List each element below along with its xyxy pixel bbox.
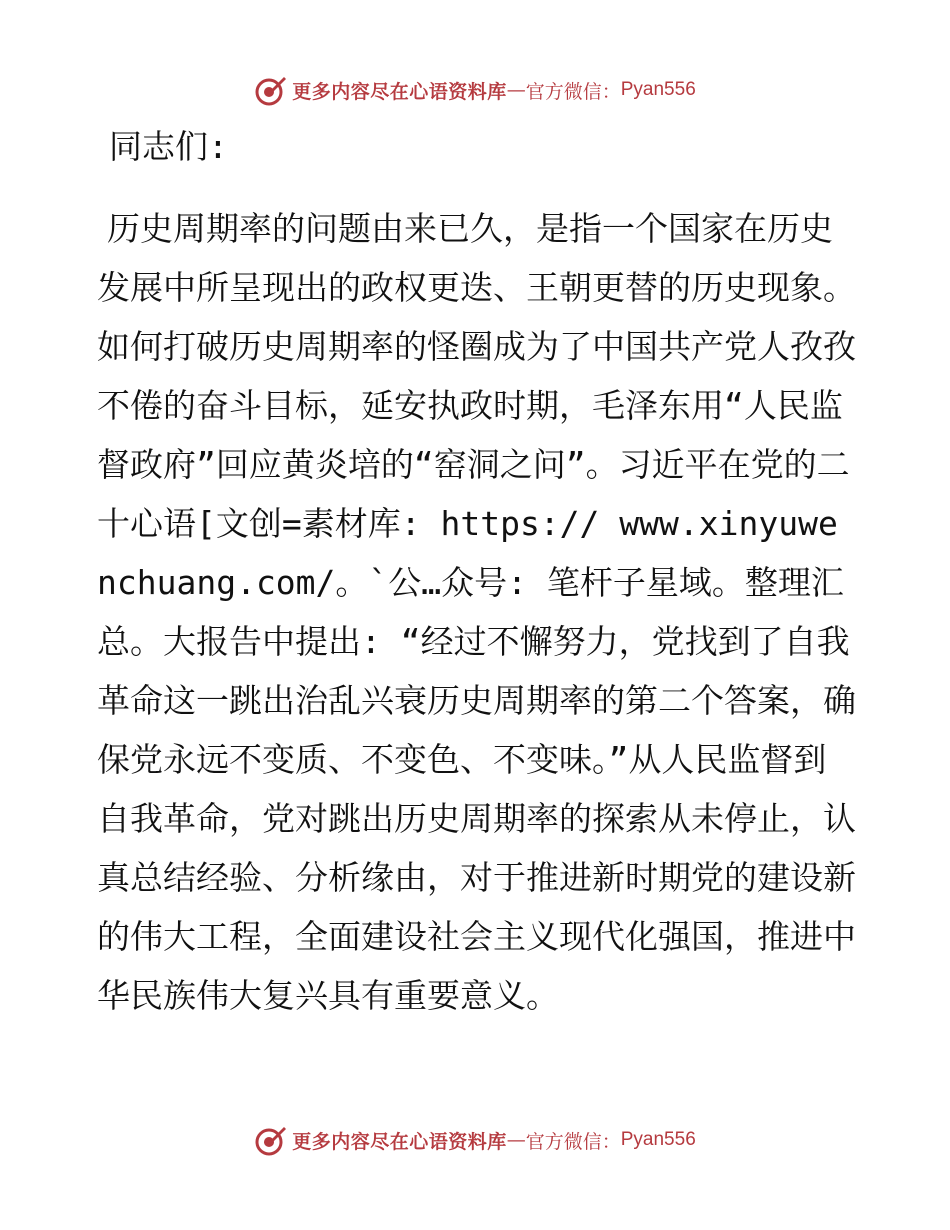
watermark-header: [0, 70, 950, 110]
watermark-main-text: 更多内容尽在心语资料库: [292, 1130, 507, 1153]
watermark-sub-text: 官方微信：: [525, 80, 621, 103]
watermark-id-text: Pyan556: [620, 1129, 696, 1150]
body-paragraph: 历史周期率的问题由来已久，是指一个国家在历史发展中所呈现出的政权更迭、王朝更替的历史现象。如何打破历史周期率的怪圈成为了中国共产党人孜孜不倦的奋斗目标，延安执政时期，毛泽东用“人民监督政府”回应黄炎培的“窑洞之问”。习近平在党的二十心语[文创=素材库: https:// www.xinyuwenchuang.com/。`公…众号: 笔杆子星域。整理汇总。大报告中提出: “经过不懈努力，党找到了自我革命这一跳出治乱兴衰历史周期率的第二个答案，确保党永远不变质、不变色、不变味。”从人民监督到自我革命，党对跳出历史周期率的探索从未停止，认真总结经验、分析缘由，对于推进新时期党的建设新的伟大工程，全面建设社会主义现代化强国，推进中华民族伟大复兴具有重要意义。: [97, 209, 856, 1015]
watermark-id-text: Pyan556: [620, 79, 696, 100]
document-body: [97, 125, 857, 1025]
watermark-sub-text: 官方微信：: [525, 1130, 621, 1153]
pen-logo-icon: [254, 1123, 288, 1157]
pen-logo-icon: [254, 73, 288, 107]
watermark-dash: —: [506, 1129, 526, 1151]
watermark-footer: [0, 1120, 950, 1160]
greeting: 同志们:: [109, 127, 228, 166]
watermark-dash: —: [506, 79, 526, 101]
watermark-main-text: 更多内容尽在心语资料库: [292, 80, 507, 103]
